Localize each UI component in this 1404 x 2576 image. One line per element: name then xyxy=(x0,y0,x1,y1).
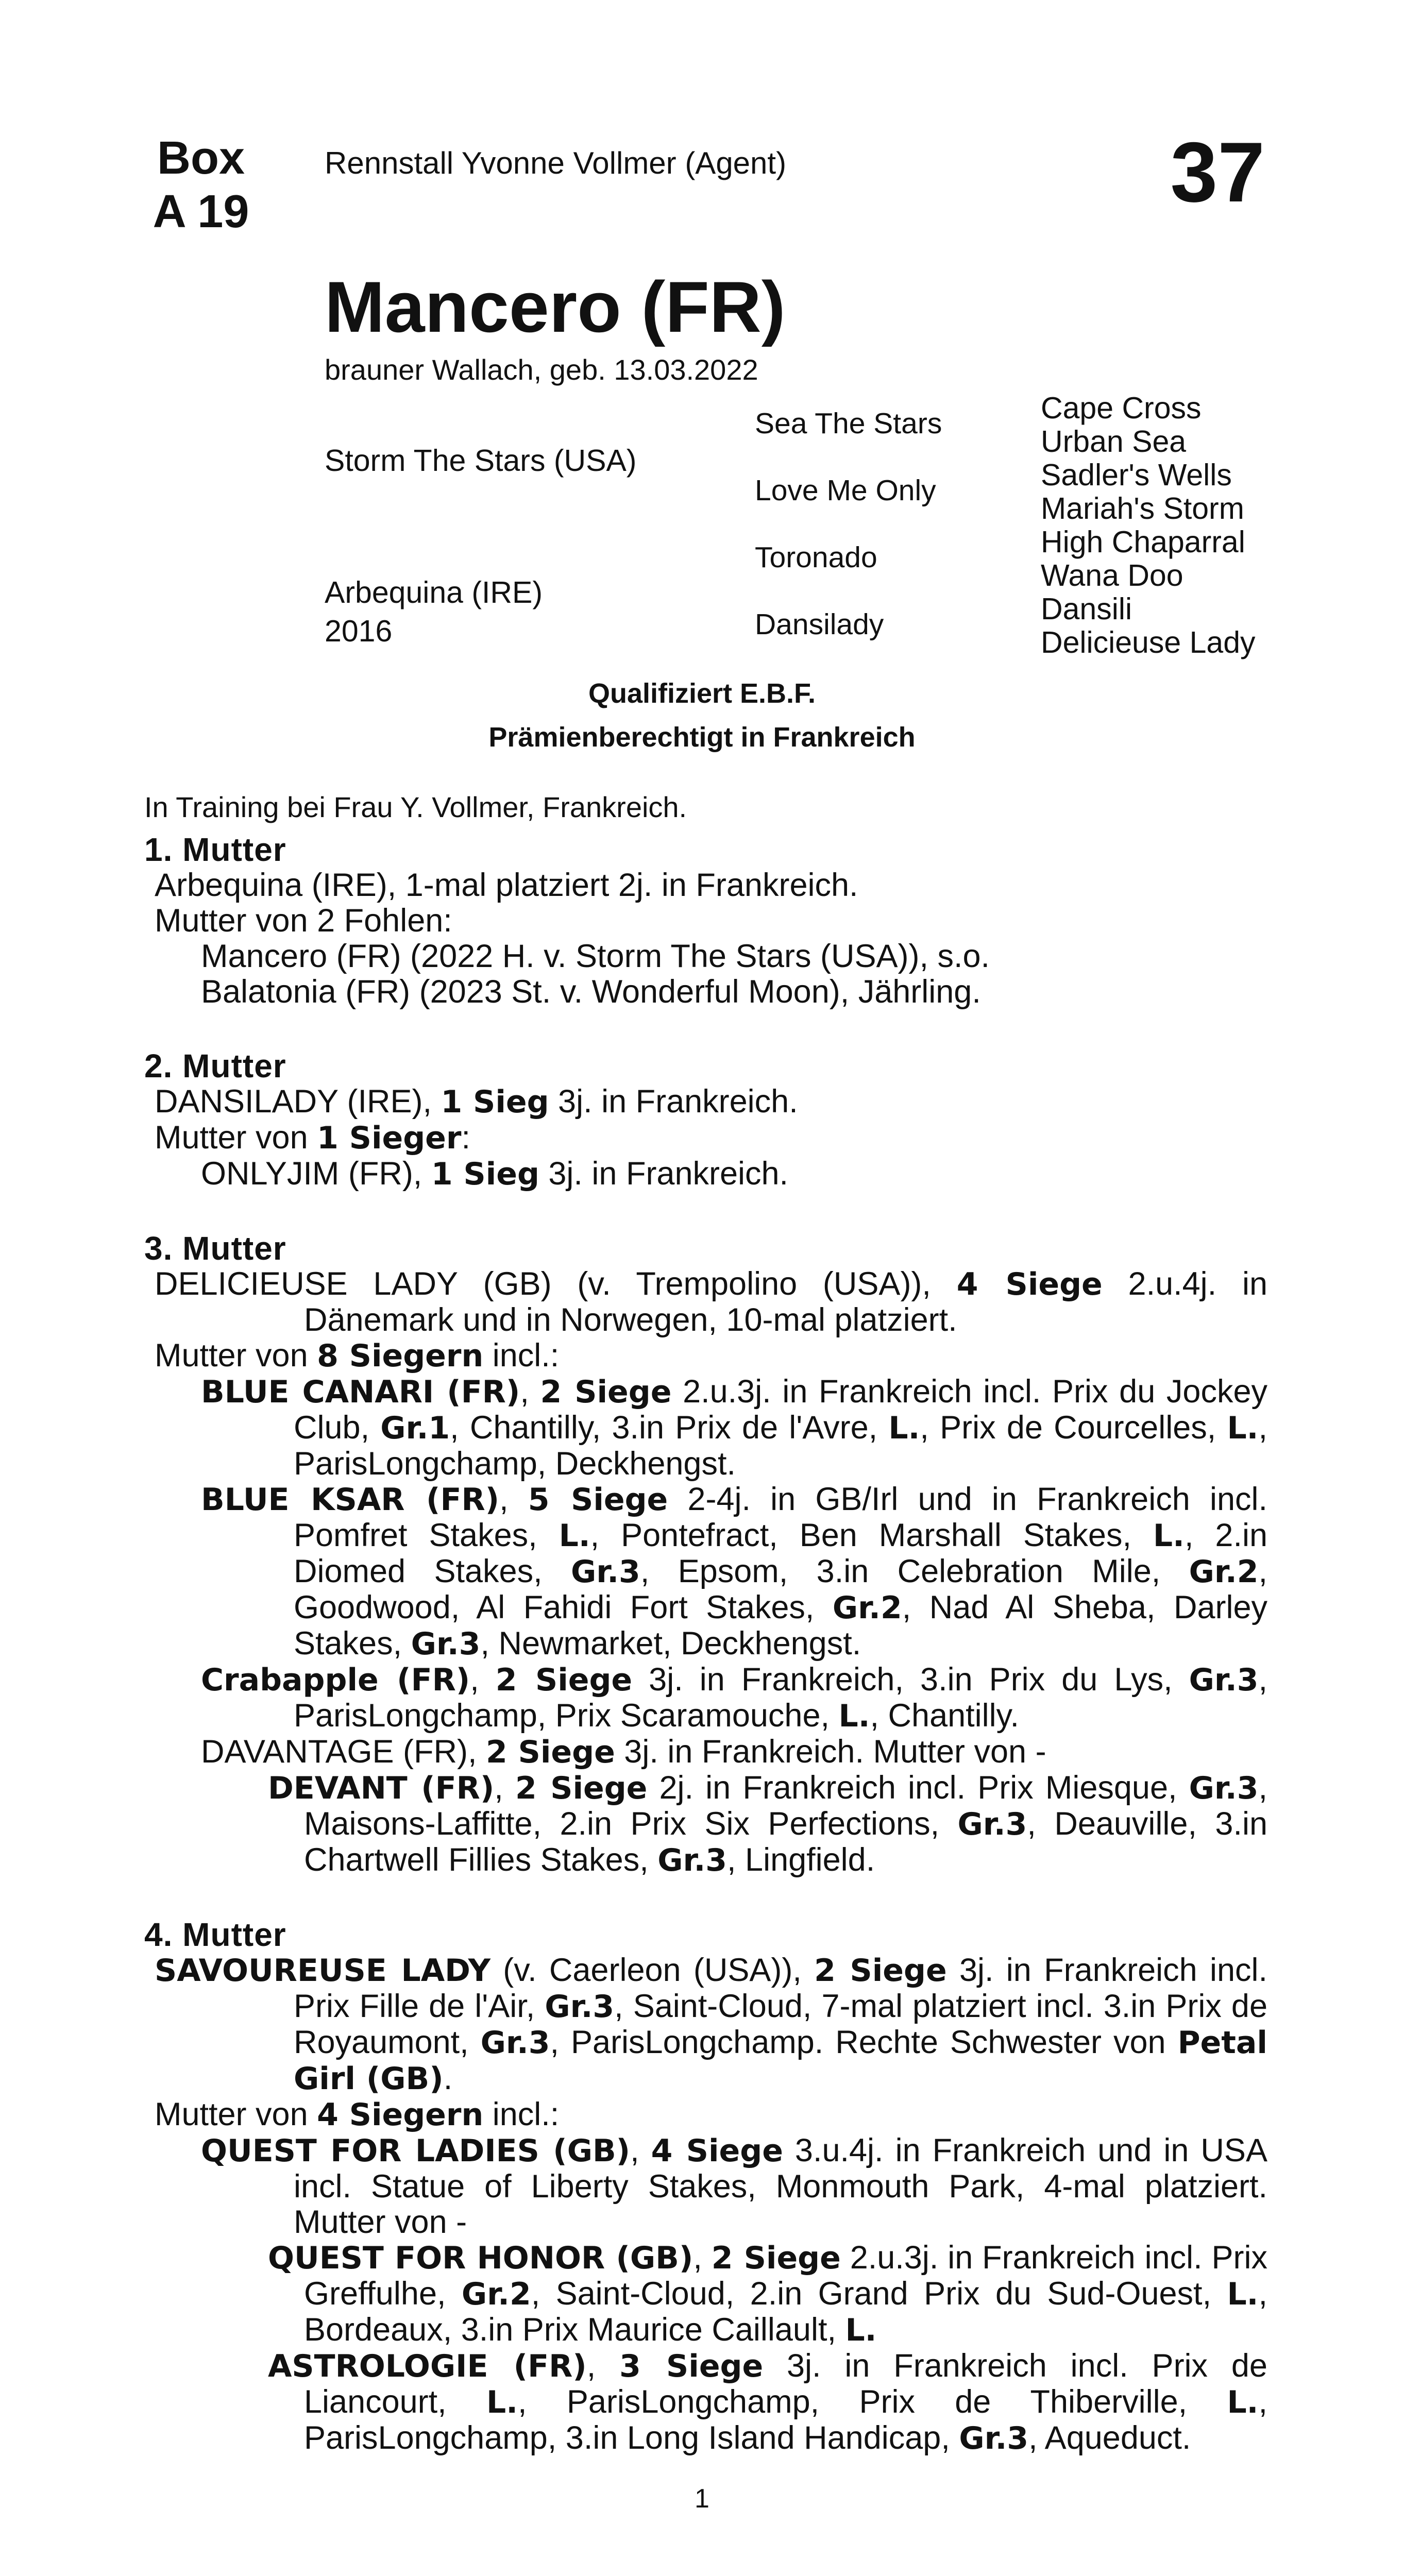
m4-dam: SAVOUREUSE LADY (v. Caerleon (USA)), 2 Siege 3j. in Frankreich incl. Prix Fille de l'Air, Gr.3, Saint-Cloud, 7-mal platziert incl. 3.in Prix de Royaumont, Gr.3, ParisLongchamp. Rechte Schwester von Petal Girl (GB). xyxy=(155,1952,1267,2097)
lot-number: 37 xyxy=(1170,125,1265,219)
training-note: In Training bei Frau Y. Vollmer, Frankreich. xyxy=(144,791,687,823)
horse-name: Mancero (FR) xyxy=(325,266,786,347)
m4-entry-astrologie: ASTROLOGIE (FR), 3 Siege 3j. in Frankreich incl. Prix de Liancourt, L., ParisLongchamp, Prix de Thiberville, L., ParisLongchamp, 3.in Long Island Handicap, Gr.3, Aqueduct. xyxy=(268,2348,1267,2456)
pedigree-gen3-2: Urban Sea xyxy=(1041,425,1187,459)
pedigree-gen3-8: Delicieuse Lady xyxy=(1041,625,1256,659)
m3-entry-davantage: DAVANTAGE (FR), 2 Siege 3j. in Frankreich. Mutter von - xyxy=(201,1734,1046,1770)
pedigree-gen2-1: Sea The Stars xyxy=(755,407,942,440)
pedigree-sire: Storm The Stars (USA) xyxy=(325,444,637,478)
m4-entry-quest-for-ladies: QUEST FOR LADIES (GB), 4 Siege 3.u.4j. in Frankreich und in USA incl. Statue of Liberty Stakes, Monmouth Park, 4-mal platziert. Mutter von - xyxy=(201,2132,1267,2240)
m2-line2: Mutter von 1 Sieger: xyxy=(155,1120,470,1156)
pedigree-gen3-5: High Chaparral xyxy=(1041,525,1245,559)
m2-line1: DANSILADY (IRE), 1 Sieg 3j. in Frankreich. xyxy=(155,1083,798,1120)
pedigree-gen3-6: Wana Doo xyxy=(1041,558,1183,592)
pedigree-gen2-3: Toronado xyxy=(755,541,877,574)
section-heading-m2: 2. Mutter xyxy=(144,1047,286,1084)
page-number: 1 xyxy=(695,2484,709,2514)
m2-line3: ONLYJIM (FR), 1 Sieg 3j. in Frankreich. xyxy=(201,1156,789,1192)
pedigree-gen3-7: Dansili xyxy=(1041,592,1132,626)
m1-line2: Mutter von 2 Fohlen: xyxy=(155,903,452,939)
box-label xyxy=(149,131,252,239)
m3-entry-crabapple: Crabapple (FR), 2 Siege 3j. in Frankreich, 3.in Prix du Lys, Gr.3, ParisLongchamp, Prix Scaramouche, L., Chantilly. xyxy=(201,1662,1267,1734)
pedigree-gen3-1: Cape Cross xyxy=(1041,391,1202,425)
box-line1: Box xyxy=(157,132,245,184)
m4-entry-quest-for-honor: QUEST FOR HONOR (GB), 2 Siege 2.u.3j. in Frankreich incl. Prix Greffulhe, Gr.2, Saint-Cloud, 2.in Grand Prix du Sud-Ouest, L., Bordeaux, 3.in Prix Maurice Caillault, L. xyxy=(268,2240,1268,2348)
box-line2: A 19 xyxy=(153,186,249,238)
pedigree-gen3-3: Sadler's Wells xyxy=(1041,458,1232,492)
m4-mutter-von: Mutter von 4 Siegern incl.: xyxy=(155,2096,560,2133)
m3-entry-blue-canari: BLUE CANARI (FR), 2 Siege 2.u.3j. in Frankreich incl. Prix du Jockey Club, Gr.1, Chantilly, 3.in Prix de l'Avre, L., Prix de Courcelles, L., ParisLongchamp, Deckhengst. xyxy=(201,1374,1267,1482)
qualification-ebf: Qualifiziert E.B.F. xyxy=(588,678,816,709)
m3-dam: DELICIEUSE LADY (GB) (v. Trempolino (USA)), 4 Siege 2.u.4j. in Dänemark und in Norwegen, 10-mal platziert. xyxy=(155,1266,1267,1338)
m1-line1: Arbequina (IRE), 1-mal platziert 2j. in Frankreich. xyxy=(155,867,858,903)
pedigree-dam-year: 2016 xyxy=(325,614,393,648)
qualification-premium: Prämienberechtigt in Frankreich xyxy=(488,722,916,753)
m3-entry-blue-ksar: BLUE KSAR (FR), 5 Siege 2-4j. in GB/Irl und in Frankreich incl. Pomfret Stakes, L., Pontefract, Ben Marshall Stakes, L., 2.in Diomed Stakes, Gr.3, Epsom, 3.in Celebration Mile, Gr.2, Goodwood, Al Fahidi Fort Stakes, Gr.2, Nad Al Sheba, Darley Stakes, Gr.3, Newmarket, Deckhengst. xyxy=(201,1481,1267,1662)
section-heading-m3: 3. Mutter xyxy=(144,1230,286,1267)
section-heading-m1: 1. Mutter xyxy=(144,831,286,868)
m3-entry-devant: DEVANT (FR), 2 Siege 2j. in Frankreich incl. Prix Miesque, Gr.3, Maisons-Laffitte, 2.in Prix Six Perfections, Gr.3, Deauville, 3.in Chartwell Fillies Stakes, Gr.3, Lingfield. xyxy=(268,1770,1267,1878)
m3-mutter-von: Mutter von 8 Siegern incl.: xyxy=(155,1337,560,1374)
pedigree-gen2-2: Love Me Only xyxy=(755,474,936,507)
m1-foal1: Mancero (FR) (2022 H. v. Storm The Stars (USA)), s.o. xyxy=(201,938,990,974)
horse-description: brauner Wallach, geb. 13.03.2022 xyxy=(325,353,758,386)
owner: Rennstall Yvonne Vollmer (Agent) xyxy=(325,146,787,180)
pedigree-gen2-4: Dansilady xyxy=(755,608,884,641)
pedigree-dam: Arbequina (IRE) xyxy=(325,575,543,609)
pedigree-gen3-4: Mariah's Storm xyxy=(1041,492,1244,526)
section-heading-m4: 4. Mutter xyxy=(144,1916,286,1953)
dam-line-body xyxy=(144,832,1267,2456)
m1-foal2: Balatonia (FR) (2023 St. v. Wonderful Moon), Jährling. xyxy=(201,974,981,1010)
